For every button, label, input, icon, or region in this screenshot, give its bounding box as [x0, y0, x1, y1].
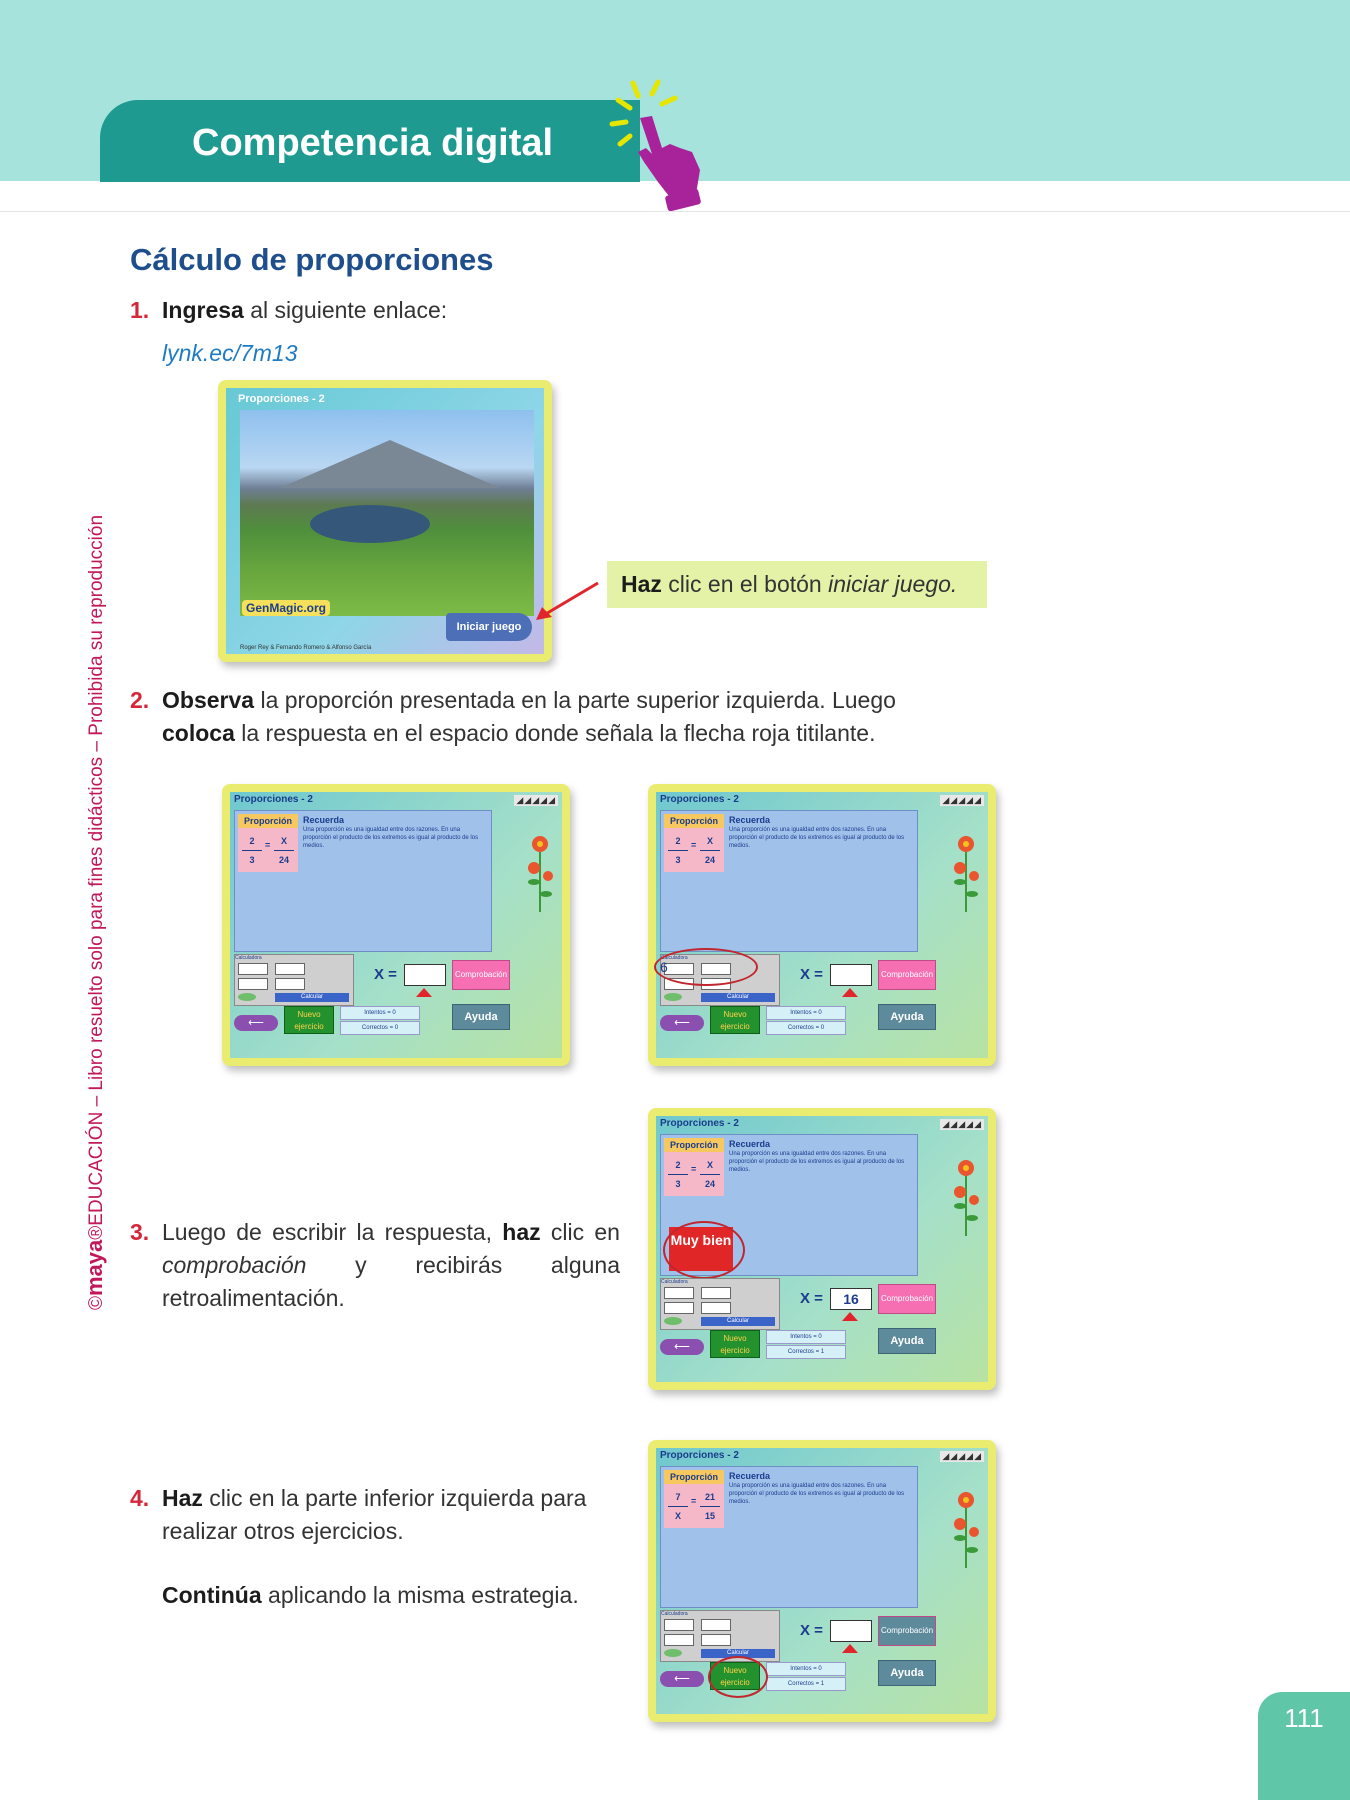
typed-digit: 6	[660, 959, 668, 975]
step-4	[130, 1482, 622, 1612]
back-button[interactable]: ⟵	[660, 1015, 704, 1031]
borrar-button[interactable]	[664, 1317, 682, 1325]
check-button[interactable]: Comprobación	[878, 1284, 936, 1314]
denominator: 3	[675, 1179, 681, 1189]
mountain-shape	[280, 440, 500, 488]
highlight-ring	[654, 948, 758, 986]
calculator-label: Calculadora	[661, 955, 688, 961]
recuerda-note	[303, 815, 483, 850]
step-2	[130, 684, 962, 750]
correct-counter: Correctos = 0	[340, 1021, 420, 1035]
recuerda-title: Recuerda	[729, 1139, 771, 1149]
toolbar-icons[interactable]: ◢◢◢◢◢	[942, 1451, 982, 1461]
proportion-box	[664, 814, 724, 872]
page-title: Competencia digital	[192, 122, 554, 164]
correct-counter: Correctos = 0	[766, 1021, 846, 1035]
highlight-ring	[663, 1221, 745, 1279]
help-button[interactable]: Ayuda	[878, 1328, 936, 1354]
game-title: Proporciones - 2	[234, 794, 313, 805]
game-screenshot	[648, 1108, 996, 1390]
denominator: 15	[704, 1511, 715, 1521]
equals-sign: =	[265, 840, 271, 850]
recuerda-note	[729, 815, 909, 850]
info-panel	[234, 810, 492, 952]
callout-text: clic en el botón	[661, 571, 829, 597]
proportion-label: Proporción	[664, 1138, 724, 1152]
flower-icon	[952, 832, 980, 912]
blinking-arrow-icon	[842, 988, 858, 997]
step-number: 3.	[130, 1219, 150, 1245]
calc-input[interactable]	[238, 978, 268, 990]
blinking-arrow-icon	[416, 988, 432, 997]
header-tab	[100, 100, 640, 182]
callout-italic: iniciar juego.	[828, 571, 958, 597]
check-button[interactable]: Comprobación	[878, 960, 936, 990]
step-text: clic en la parte inferior izquierda para realizar otros ejercicios.	[162, 1485, 587, 1544]
step-1	[130, 294, 448, 327]
back-button[interactable]: ⟵	[660, 1671, 704, 1687]
page-number: 111	[1258, 1692, 1350, 1800]
calculator	[660, 1610, 780, 1662]
game-screen	[656, 1448, 988, 1714]
intro-game-screenshot	[218, 380, 552, 662]
section-title: Cálculo de proporciones	[130, 242, 494, 277]
calc-input[interactable]	[275, 978, 305, 990]
new-exercise-button[interactable]: Nuevo ejercicio	[710, 1662, 760, 1690]
genmagic-logo: GenMagic.org	[242, 600, 330, 616]
game-screen	[656, 1116, 988, 1382]
correct-counter: Correctos = 1	[766, 1345, 846, 1359]
step-text: al siguiente enlace:	[243, 297, 448, 323]
intro-title: Proporciones - 2	[238, 393, 325, 405]
check-button[interactable]: Comprobación	[878, 1616, 936, 1646]
proportion-box	[664, 1470, 724, 1528]
lake-shape	[310, 505, 430, 543]
answer-input[interactable]	[830, 1620, 872, 1642]
back-button[interactable]: ⟵	[234, 1015, 278, 1031]
intro-credits: Roger Rey & Fernando Romero & Alfonso García	[240, 645, 372, 651]
proportion-box	[664, 1138, 724, 1196]
calculate-button[interactable]: Calcular	[701, 1317, 775, 1326]
game-screenshot	[648, 1440, 996, 1722]
new-exercise-button[interactable]: Nuevo ejercicio	[710, 1330, 760, 1358]
calculator-label: Calculadora	[661, 1611, 688, 1617]
numerator: 21	[700, 1488, 720, 1507]
answer-input[interactable]: 16	[830, 1288, 872, 1310]
fraction-left	[242, 832, 262, 869]
highlight-ring	[708, 1656, 768, 1698]
step-verb-2: Continúa	[162, 1582, 262, 1608]
calc-input[interactable]	[275, 963, 305, 975]
calculator	[234, 954, 354, 1006]
borrar-button[interactable]	[664, 1649, 682, 1657]
fraction-left	[668, 1156, 688, 1193]
answer-input[interactable]	[404, 964, 446, 986]
numerator: 2	[668, 832, 688, 851]
recuerda-note	[729, 1471, 909, 1506]
calculator	[660, 1278, 780, 1330]
borrar-button[interactable]	[664, 993, 682, 1001]
copyright-symbol: ©	[86, 1296, 107, 1310]
fraction-right	[700, 832, 720, 869]
step-text-3: y recibirás alguna retroalimentación.	[162, 1252, 620, 1311]
numerator: 2	[242, 832, 262, 851]
denominator: 24	[278, 855, 289, 865]
step-3	[130, 1216, 620, 1315]
help-button[interactable]: Ayuda	[878, 1004, 936, 1030]
recuerda-title: Recuerda	[303, 815, 345, 825]
proportion-box	[238, 814, 298, 872]
toolbar-icons[interactable]: ◢◢◢◢◢	[516, 795, 556, 805]
calc-input[interactable]	[701, 1287, 731, 1299]
back-button[interactable]: ⟵	[660, 1339, 704, 1355]
numerator: X	[700, 832, 720, 851]
help-button[interactable]: Ayuda	[452, 1004, 510, 1030]
attempts-counter: Intentos = 0	[340, 1006, 420, 1020]
step-verb: Haz	[162, 1485, 203, 1511]
red-arrow-icon	[530, 575, 610, 625]
numerator: 7	[668, 1488, 688, 1507]
start-callout	[607, 561, 987, 608]
help-button[interactable]: Ayuda	[878, 1660, 936, 1686]
calc-input[interactable]	[664, 1287, 694, 1299]
calc-input[interactable]	[664, 1619, 694, 1631]
game-title: Proporciones - 2	[660, 1450, 739, 1461]
calc-input[interactable]	[238, 963, 268, 975]
info-panel	[660, 1134, 918, 1276]
step-text-2: la respuesta en el espacio donde señala la flecha roja titilante.	[234, 720, 876, 746]
fraction-right	[700, 1488, 720, 1525]
x-label: X =	[800, 966, 823, 983]
x-label: X =	[800, 1622, 823, 1639]
attempts-counter: Intentos = 0	[766, 1006, 846, 1020]
game-title: Proporciones - 2	[660, 794, 739, 805]
calculate-button[interactable]: Calcular	[275, 993, 349, 1002]
calc-input[interactable]	[664, 1302, 694, 1314]
correct-counter: Correctos = 1	[766, 1677, 846, 1691]
numerator: 2	[668, 1156, 688, 1175]
step-verb: Observa	[162, 687, 255, 713]
resource-link[interactable]: lynk.ec/7m13	[162, 340, 298, 366]
calculate-button[interactable]: Calcular	[701, 1649, 775, 1658]
game-screenshot	[222, 784, 570, 1066]
calculator-label: Calculadora	[235, 955, 262, 961]
proportion-label: Proporción	[664, 814, 724, 828]
intro-screen	[226, 388, 544, 654]
brand-name: maya	[82, 1239, 107, 1296]
denominator: 24	[704, 855, 715, 865]
new-exercise-button[interactable]: Nuevo ejercicio	[710, 1006, 760, 1034]
credit-text: EDUCACIÓN – Libro resuelto solo para fines didácticos – Prohibida su reproducción	[86, 514, 107, 1226]
info-panel	[660, 1466, 918, 1608]
toolbar-icons[interactable]: ◢◢◢◢◢	[942, 1119, 982, 1129]
pointing-hand-icon	[600, 78, 710, 213]
feedback-badge: Muy bien	[669, 1227, 733, 1271]
step-text: la proporción presentada en la parte superior izquierda. Luego	[254, 687, 896, 713]
fraction-left	[668, 1488, 688, 1525]
fraction-left	[668, 832, 688, 869]
attempts-counter: Intentos = 0	[766, 1330, 846, 1344]
equals-sign: =	[691, 840, 697, 850]
blinking-arrow-icon	[842, 1312, 858, 1321]
toolbar-icons[interactable]: ◢◢◢◢◢	[942, 795, 982, 805]
recuerda-text: Una proporción es una igualdad entre dos razones. En una proporción el producto de los extremos es igual al producto de los medios.	[729, 827, 905, 849]
start-game-button[interactable]: Iniciar juego	[446, 613, 532, 641]
calculate-button[interactable]: Calcular	[701, 993, 775, 1002]
equals-sign: =	[691, 1496, 697, 1506]
copyright-credit	[82, 515, 108, 1310]
denominator: 24	[704, 1179, 715, 1189]
x-label: X =	[800, 1290, 823, 1307]
game-screen	[656, 792, 988, 1058]
landscape-image	[240, 410, 534, 616]
calc-input[interactable]	[664, 1634, 694, 1646]
numerator: X	[700, 1156, 720, 1175]
step-verb: Ingresa	[162, 297, 244, 323]
game-title: Proporciones - 2	[660, 1118, 739, 1129]
calc-input[interactable]	[701, 1619, 731, 1631]
denominator: 3	[249, 855, 255, 865]
flower-icon	[526, 832, 554, 912]
x-label: X =	[374, 966, 397, 983]
info-panel	[660, 810, 918, 952]
fraction-right	[700, 1156, 720, 1193]
step-number: 4.	[130, 1485, 150, 1511]
step-verb: haz	[502, 1219, 541, 1245]
game-screen	[230, 792, 562, 1058]
proportion-label: Proporción	[238, 814, 298, 828]
recuerda-text: Una proporción es una igualdad entre dos razones. En una proporción el producto de los extremos es igual al producto de los medios.	[303, 827, 479, 849]
numerator: X	[274, 832, 294, 851]
header-divider	[0, 211, 1350, 212]
equals-sign: =	[691, 1164, 697, 1174]
fraction-right	[274, 832, 294, 869]
denominator: X	[674, 1511, 681, 1521]
blinking-arrow-icon	[842, 1644, 858, 1653]
recuerda-note	[729, 1139, 909, 1174]
step-text-2: clic en	[540, 1219, 620, 1245]
step-number: 2.	[130, 687, 150, 713]
proportion-label: Proporción	[664, 1470, 724, 1484]
callout-verb: Haz	[621, 571, 662, 597]
recuerda-text: Una proporción es una igualdad entre dos razones. En una proporción el producto de los extremos es igual al producto de los medios.	[729, 1151, 905, 1173]
new-exercise-button[interactable]: Nuevo ejercicio	[284, 1006, 334, 1034]
recuerda-text: Una proporción es una igualdad entre dos razones. En una proporción el producto de los extremos es igual al producto de los medios.	[729, 1483, 905, 1505]
step-text-2: aplicando la misma estrategia.	[261, 1582, 579, 1608]
flower-icon	[952, 1488, 980, 1568]
step-verb-2: coloca	[162, 720, 235, 746]
calculator-label: Calculadora	[661, 1279, 688, 1285]
attempts-counter: Intentos = 0	[766, 1662, 846, 1676]
recuerda-title: Recuerda	[729, 815, 771, 825]
registered-symbol: ®	[86, 1225, 107, 1240]
step-number: 1.	[130, 297, 150, 323]
calc-input[interactable]	[701, 1302, 731, 1314]
step-italic: comprobación	[162, 1252, 307, 1278]
game-screenshot	[648, 784, 996, 1066]
answer-input[interactable]	[830, 964, 872, 986]
step-text: Luego de escribir la respuesta,	[162, 1219, 503, 1245]
denominator: 3	[675, 855, 681, 865]
flower-icon	[952, 1156, 980, 1236]
check-button[interactable]: Comprobación	[452, 960, 510, 990]
recuerda-title: Recuerda	[729, 1471, 771, 1481]
calc-input[interactable]	[701, 1634, 731, 1646]
borrar-button[interactable]	[238, 993, 256, 1001]
